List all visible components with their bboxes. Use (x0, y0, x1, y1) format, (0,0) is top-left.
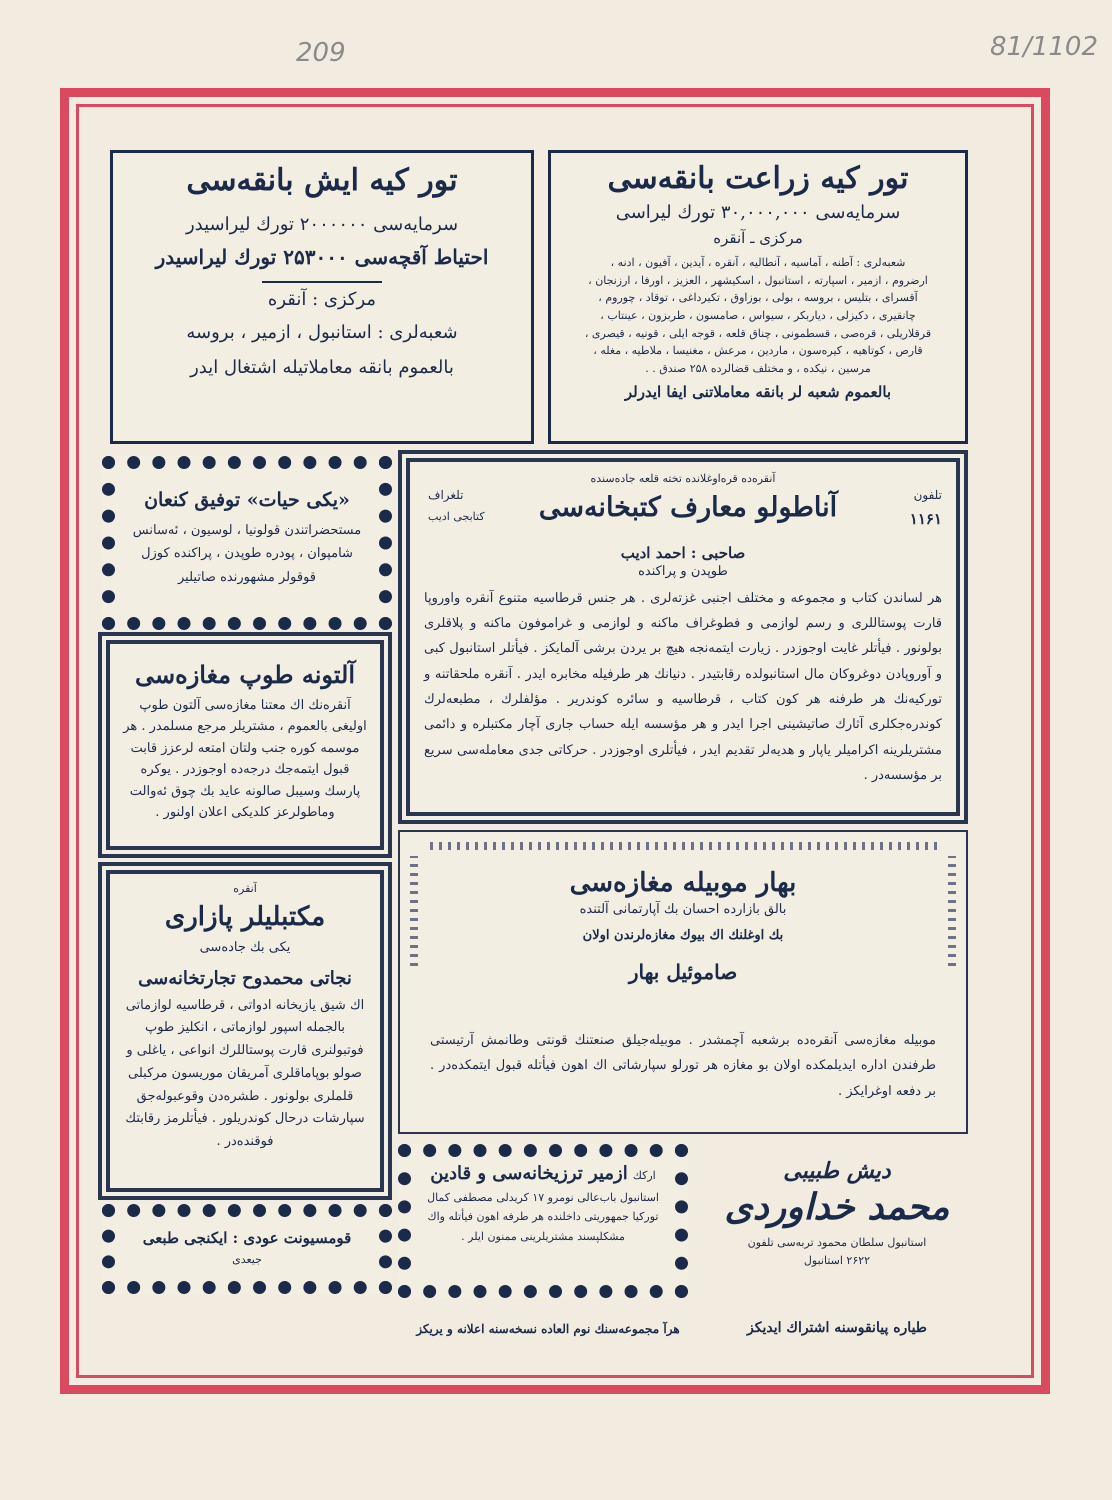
altun-top-ad (98, 632, 392, 858)
komusyon-text: قومسیونت عودی : ایکنجی طبعی (142, 1229, 352, 1247)
maktabliler-ad (98, 862, 392, 1200)
bahar-deco-left (410, 856, 418, 966)
dentist-phone: ۲۶۲۲ استانبول (803, 1253, 871, 1267)
altun-top-body: آنقره‌نك اك معتنا مغازه‌سی آلتون طوپ اولیغی بالعموم ، مشتریلر مرجع مسلمدر . هر موسمه کوره جنب ولتان امتعه لرعزز قابت قبول ایتمه‌جك درجه‌ده اوجوزدر . یوکره پارسك وسیبل صالونه عاید بك چوق ئەوالت وماطولرعز کلدیكی اعلان اولنور . (123, 698, 367, 821)
ziraat-bank-ad (548, 150, 968, 444)
altun-top-title: آلتونه طوپ مغازه‌سی (135, 660, 355, 689)
maktabliler-city: آنقره (233, 882, 257, 895)
bahar-owner: صاموئیل بهار (628, 960, 738, 985)
anadolu-owner: صاحبی : احمد ادیب (620, 543, 746, 562)
ziraat-branch-line: چانقیری ، دکیزلی ، دیاربکر ، سیواس ، صامسون ، طربزون ، عینتاب ، (600, 309, 916, 323)
ziraat-center: مركزی ـ آنقره (713, 229, 803, 247)
ziraat-branch-line: قارص ، کوتاهیه ، کیره‌سون ، ماردین ، مرعش ، مغنیسا ، ملاطیه ، مغله ، (593, 344, 923, 358)
bahar-tagline: بك اوغلنك اك بیوك مغازه‌لرندن اولان (582, 928, 784, 944)
komusyon-ad (102, 1204, 392, 1294)
izmir-footer: هرآ مجموعه‌سنك نوم العاده نسخه‌سنه اعلانه و یریکز (416, 1322, 680, 1336)
anadolu-phone-number: ۱۱۶۱ (909, 509, 942, 528)
anadolu-subtitle: طوپدن و پراکنده (638, 563, 728, 579)
ziraat-branch-line: قرقلاریلی ، قره‌صی ، قسطمونی ، چناق قلعه ، قوجه ایلی ، قونیه ، قیصری ، (584, 326, 932, 340)
anadolu-phone-label: تلفون (913, 487, 942, 502)
bahar-body: موبیله مغازه‌سی آنقره‌ده برشعبه آچمشدر . موبیله‌جیلق صنعتنك قونتی وطانمش آرتیستی طرفندن اداره ایدیلمکده اولان بو مغازه هر تورلو سپارشاتی اك اهون فیأتله قبول ایتمکده‌در . بر دفعه اوغرایکز . (430, 1033, 936, 1099)
maktabliler-title: مکتبلیلر پازاری (164, 901, 326, 932)
is-bank-title: تور کیه ایش بانقه‌سی (186, 163, 458, 198)
bahar-title: بهار موبیله مغازه‌سی (569, 868, 797, 898)
archive-number-left: 209 (296, 38, 346, 68)
is-bank-divider (262, 281, 382, 283)
izmir-title: ازمیر ترزیخانه‌سی و قادین (430, 1163, 628, 1184)
dentist-address: استانبول سلطان محمود تربه‌سی تلفون (747, 1236, 927, 1249)
izmir-tailor-ad (398, 1144, 688, 1298)
yeni-hayat-title: «یکی حیات» توفیق کنعان (144, 489, 350, 511)
bahar-deco-top (430, 842, 938, 850)
is-bank-center: مرکزی : آنقره (267, 289, 377, 310)
ziraat-branch-line: ارضروم ، ازمیر ، اسپارته ، استانبول ، اسکیشهر ، العزیز ، اورفا ، ارزنجان ، (588, 273, 928, 287)
is-bank-footer: بالعموم بانقه معاملاتیله اشتغال ایدر (190, 357, 454, 378)
yeni-hayat-body: مستحضراتندن قولونیا ، لوسیون ، ئەسانس شامپوان ، پودره طوپدن ، پراکنده کوزل قوقولر مشهورنده صاتیلیر (132, 523, 362, 585)
ziraat-title: تور کیه زراعت بانقه‌سی (607, 161, 909, 196)
is-bank-branches: شعبه‌لری : استانبول ، ازمیر ، بروسه (186, 322, 458, 343)
anadolu-telegraph-value: کتابجی ادیب (428, 509, 485, 523)
anadolu-address: آنقره‌ده قره‌اوغلانده تخته قلعه جاده‌سنده (590, 472, 776, 485)
anadolu-telegraph-label: تلغراف (428, 487, 464, 502)
is-bank-capital: سرمایه‌سی ۲۰۰۰۰۰۰ تورك لیراسیدر (185, 214, 459, 235)
komusyon-sub: جیعدی (232, 1253, 262, 1266)
anadolu-body: هر لساندن کتاب و مجموعه و مختلف اجنبی غزته‌لری . هر جنس قرطاسیه متنوع آنقره واوروپا قارت پوستاللری و رسم لوازمی و فطوغراف ماکنه و لوازمی و غراموفون ماکنه و پلاقلری بولونور . فیأتلر غایت اوجوزدر . زیارت ایتمه‌نجه هیچ بر یردن برشی آلمایکز . فیأتلر استانبول کبی و آوروپادن دوغروکان مال استانبولده رقابتیدر . دنیانك هر طرفیله مخابره ایدر . آنقره ملحقاتنه و تورکیه‌نك هر طرفنه هر کون کتاب ، قرطاسیه و سائره کوندریر . مؤلفلرك ، مطبعه‌لرك کوندره‌جکلری آثارك صاتیشینی اجرا ایدر و هر مؤسسه ایله حساب جاری آچار مکتبلره و دائمی مشتریلرینه اکرامیلر یاپار و هدیه‌لر تقدیم ایدر ، فیأتلری اوجوزدر . حرکاتی جدی معامله‌سی سریع بر مؤسسه‌در . (424, 590, 942, 784)
ziraat-branch-line: آقسرای ، بتلیس ، بروسه ، بولی ، بوزاوق ، تکیرداغی ، توقاد ، چوروم ، (598, 291, 918, 305)
dentist-footer: طیاره پیانقوسنه اشتراك ایدیکز (747, 1320, 927, 1336)
ziraat-footer: بالعموم شعبه لر بانقه معاملاتنی ایفا ایدرلر (624, 383, 892, 402)
maktabliler-owner: نجاتی محمدوح تجارتخانه‌سی (138, 967, 352, 989)
dentist-ad (700, 1150, 974, 1340)
yeni-hayat-ad (102, 456, 392, 630)
archive-number-right: 81/1102 (990, 32, 1099, 62)
izmir-body: استانبول باب‌عالی نومرو ۱۷ کریدلی مصطفی کمال تورکیا جمهوریتی داخلنده هر طرفه اهون فیأتله واك مشکلپسند مشتریلرینی ممنون ایلر . (427, 1191, 659, 1243)
izmir-title-line (423, 1163, 663, 1184)
ziraat-branch-line: مرسین ، نیکده ، و مختلف قضالرده ۲۵۸ صندق . . (645, 361, 871, 375)
anadolu-bookstore-ad (398, 450, 968, 824)
is-bank-reserve: احتیاط آقچه‌سی ۲۵۳۰۰۰ تورك لیراسیدر (155, 245, 489, 269)
izmir-small: ارکك (632, 1169, 656, 1182)
ziraat-capital: سرمایه‌سی ۳۰,۰۰۰,۰۰۰ تورك لیراسی (615, 202, 901, 223)
dentist-name: محمد خداوردی (724, 1186, 950, 1228)
ziraat-branches (563, 254, 953, 377)
maktabliler-street: یکی بك جاده‌سی (199, 939, 291, 955)
bahar-furniture-ad (398, 830, 968, 1134)
anadolu-title: آناطولو معارف کتبخانه‌سی (538, 491, 838, 523)
maktabliler-body: اك شیق یازیخانه ادواتی ، قرطاسیه لوازماتی بالجمله اسپور لوازماتی ، انکلیز طوپ فوتبولنری قارت پوستاللرك انواعی ، یاغلی و صولو بوپاماقلری آمریقان موریسون مرکبلی قلملری بولونور . طشره‌دن وقوعبوله‌جق سپارشات درحال کوندریلور . فیأتلرمز رقابتك فوقنده‌در . (125, 997, 365, 1150)
is-bank-ad (110, 150, 534, 444)
dentist-title: دیش طبیبی (783, 1158, 891, 1184)
bahar-deco-right (948, 856, 956, 966)
bahar-address: بالق بازارده احسان بك آپارتمانی آلتنده (579, 902, 787, 917)
ziraat-branch-line: شعبه‌لری : آطنه ، آماسیه ، آنطالیه ، آنقره ، آیدین ، آفیون ، ادنه ، (610, 256, 906, 270)
